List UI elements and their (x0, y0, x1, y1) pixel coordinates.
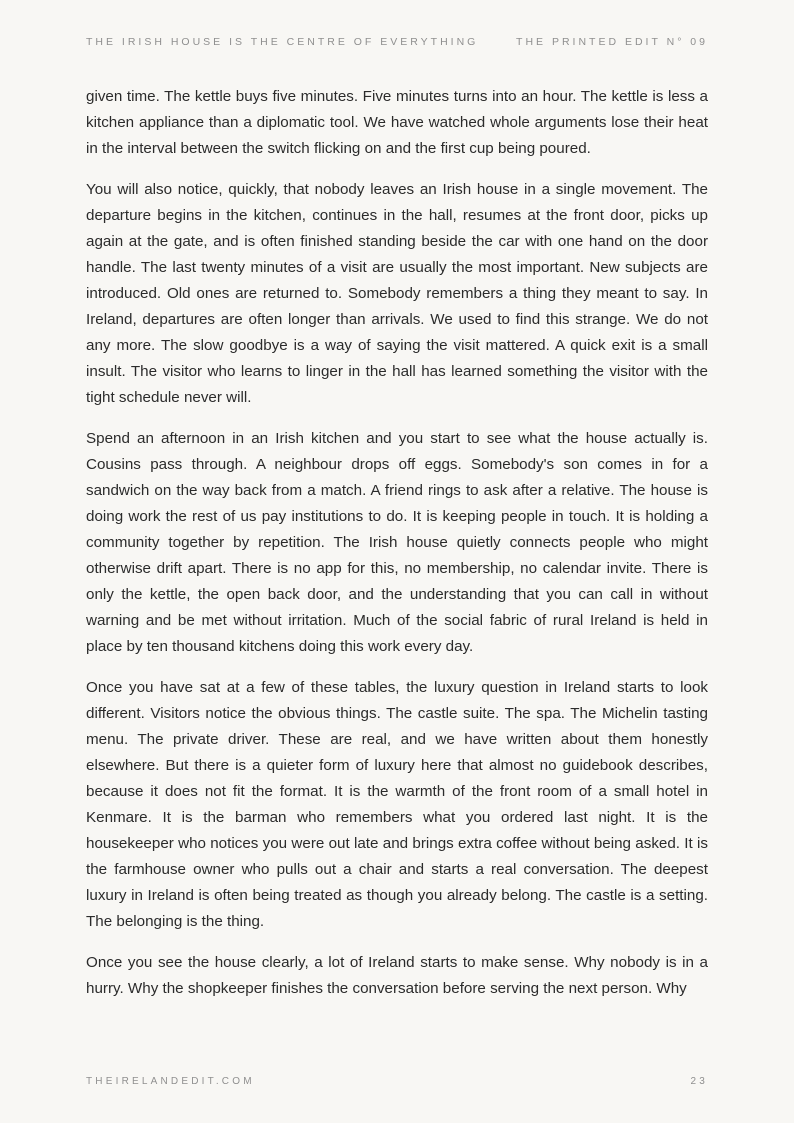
paragraph: Once you have sat at a few of these tables, the luxury question in Ireland starts to look different. Visitors notice the obvious things. The castle suite. The spa. The Michelin tasting menu. The private driver. These are real, and we have written about them honestly elsewhere. But there is a quieter form of luxury here that almost no guidebook describes, because it does not fit the format. It is the warmth of the front room of a small hotel in Kenmare. It is the barman who remembers what you ordered last night. It is the housekeeper who notices you were out late and brings extra coffee without being asked. It is the farmhouse owner who pulls out a chair and starts a real conversation. The deepest luxury in Ireland is often being treated as though you already belong. The castle is a setting. The belonging is the thing. (86, 679, 708, 930)
website-url: THEIRELANDEDIT.COM (86, 1076, 255, 1087)
paragraph: given time. The kettle buys five minutes. Five minutes turns into an hour. The kettle is less a kitchen appliance than a diplomatic tool. We have watched whole arguments lose their heat in the interval between the switch flicking on and the first cup being poured. (86, 88, 708, 157)
section-title: THE IRISH HOUSE IS THE CENTRE OF EVERYTHING (86, 36, 479, 48)
article-body (86, 84, 708, 1017)
paragraph: Once you see the house clearly, a lot of Ireland starts to make sense. Why nobody is in a hurry. Why the shopkeeper finishes the conversation before serving the next person. Why (86, 954, 708, 997)
paragraph: You will also notice, quickly, that nobody leaves an Irish house in a single movement. The departure begins in the kitchen, continues in the hall, resumes at the front door, picks up again at the gate, and is often finished standing beside the car with one hand on the door handle. The last twenty minutes of a visit are usually the most important. New subjects are introduced. Old ones are returned to. Somebody remembers a thing they meant to say. In Ireland, departures are often longer than arrivals. We used to find this strange. We do not any more. The slow goodbye is a way of saying the visit mattered. A quick exit is a small insult. The visitor who learns to linger in the hall has learned something the visitor with the tight schedule never will. (86, 181, 708, 406)
edition-label: THE PRINTED EDIT N° 09 (516, 36, 708, 48)
page-number: 23 (690, 1076, 708, 1087)
running-header (86, 36, 708, 50)
running-footer (86, 1076, 708, 1090)
paragraph: Spend an afternoon in an Irish kitchen and you start to see what the house actually is. Cousins pass through. A neighbour drops off eggs. Somebody's son comes in for a sandwich on the way back from a match. A friend rings to ask after a relative. The house is doing work the rest of us pay institutions to do. It is keeping people in touch. It is holding a community together by repetition. The Irish house quietly connects people who might otherwise drift apart. There is no app for this, no membership, no calendar invite. There is only the kettle, the open back door, and the understanding that you can call in without warning and be met without irritation. Much of the social fabric of rural Ireland is held in place by ten thousand kitchens doing this work every day. (86, 430, 708, 655)
